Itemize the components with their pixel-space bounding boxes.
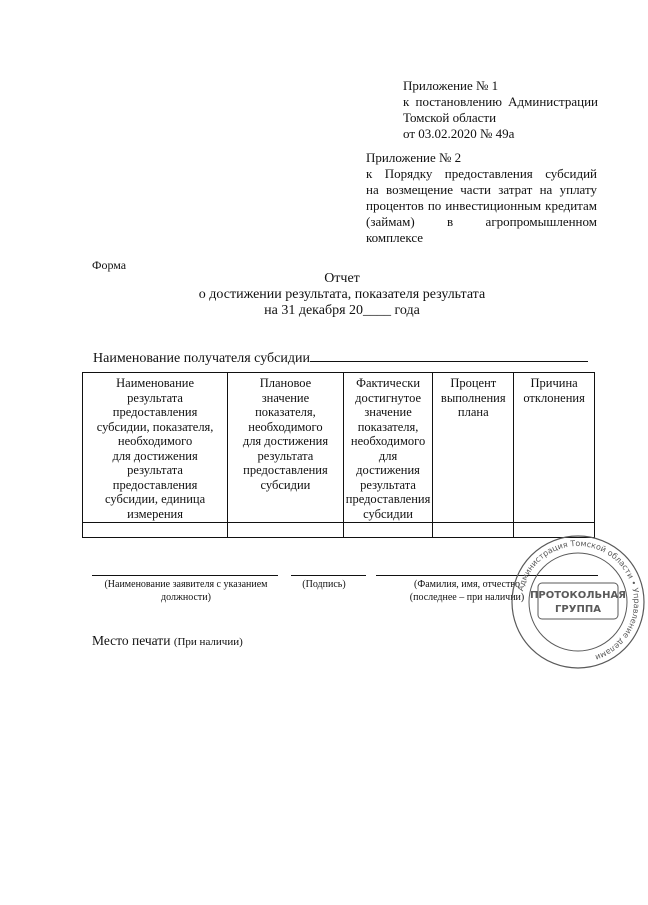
- appendix-2-header: [366, 150, 597, 246]
- signature-caption: (Подпись): [302, 579, 346, 590]
- appendix-2-line-4: процентов по инвестиционным кредитам: [366, 198, 597, 213]
- table-header-row: [83, 373, 595, 523]
- appendix-1-header: [403, 78, 598, 142]
- appendix-2-line-2: к Порядку предоставления субсидий: [366, 166, 597, 181]
- appendix-2-line-6: комплексе: [366, 230, 424, 245]
- form-label: Форма: [92, 258, 127, 272]
- header-deviation-reason: Причина отклонения: [514, 373, 595, 523]
- report-table: [82, 372, 595, 538]
- appendix-1-region: Томской области: [403, 110, 497, 125]
- table-cell[interactable]: [83, 523, 228, 538]
- stamp-ring-text: Администрация Томской области • Управление делами: [516, 538, 642, 663]
- header-actual-value: Фактически достигнутое значение показателя, необходимого для достижения результата предоставления субсидии: [343, 373, 433, 523]
- appendix-2-line-5: (займам) в агропромышленном: [366, 214, 597, 229]
- table-cell[interactable]: [343, 523, 433, 538]
- stamp-center-line-2: ГРУППА: [555, 604, 601, 615]
- stamp-center-line-1: ПРОТОКОЛЬНАЯ: [530, 590, 626, 601]
- recipient-row: [93, 348, 589, 367]
- report-title-line-2: о достижении результата, показателя результата: [198, 287, 486, 302]
- seal-note: (При наличии): [173, 636, 243, 648]
- seal-label: Место печати: [92, 633, 171, 648]
- recipient-label: Наименование получателя субсидии: [93, 351, 310, 366]
- header-result-name: Наименование результата предоставления субсидии, показателя, необходимого для достижения результата предоставления субсидии, единица измерения: [83, 373, 228, 523]
- table-cell[interactable]: [228, 523, 344, 538]
- appendix-2-line-3: на возмещение части затрат на уплату: [366, 182, 597, 197]
- header-percent-completion: Процент выполнения плана: [433, 373, 514, 523]
- fio-caption: (Фамилия, имя, отчество (последнее – при наличии): [409, 579, 525, 603]
- applicant-signature-line[interactable]: [92, 575, 278, 576]
- header-planned-value: Плановое значение показателя, необходимого для достижения результата предоставления субсидии: [228, 373, 344, 523]
- recipient-fill-line[interactable]: [310, 348, 588, 362]
- appendix-1-decree: к постановлению Администрации: [403, 94, 598, 109]
- signature-line[interactable]: [291, 575, 366, 576]
- appendix-1-title: Приложение № 1: [403, 78, 499, 93]
- report-title-line-3: на 31 декабря 20____ года: [264, 303, 420, 318]
- appendix-2-title: Приложение № 2: [366, 150, 462, 165]
- seal-place: [92, 633, 243, 649]
- applicant-caption: (Наименование заявителя с указанием должности): [104, 579, 268, 603]
- appendix-1-date: от 03.02.2020 № 49а: [403, 126, 515, 141]
- protocol-stamp: [508, 532, 648, 672]
- table-cell[interactable]: [433, 523, 514, 538]
- report-title: [92, 271, 592, 319]
- report-title-line-1: Отчет: [324, 271, 360, 286]
